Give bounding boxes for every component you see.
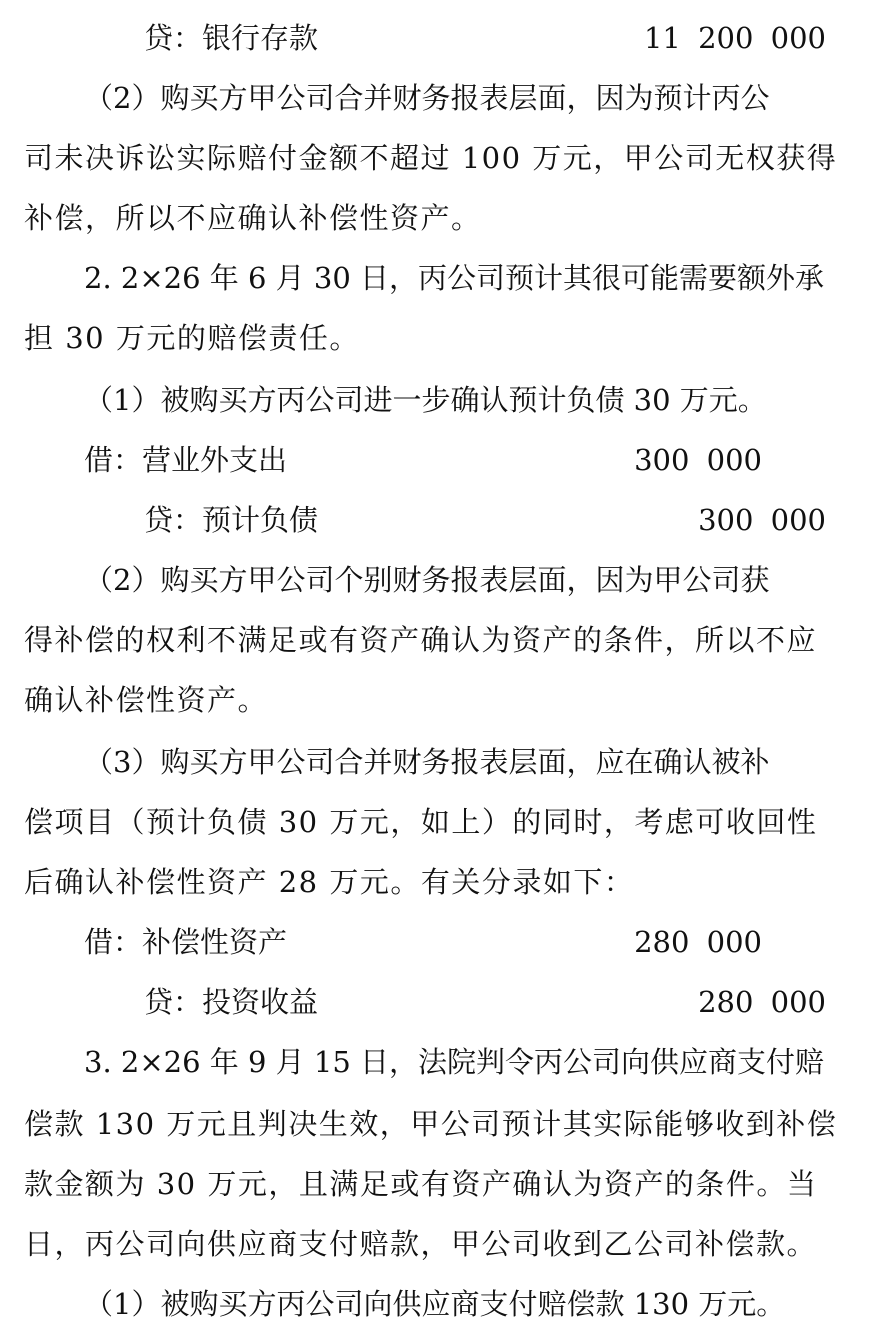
text-line: 补偿，所以不应确认补偿性资产。 <box>24 201 482 235</box>
text-line: 偿项目（预计负债 30 万元，如上）的同时，考虑可收回性 <box>24 805 818 839</box>
text-line: 后确认补偿性资产 28 万元。有关分录如下： <box>24 865 635 899</box>
text-line: 款金额为 30 万元，且满足或有资产确认为资产的条件。当 <box>24 1167 818 1201</box>
text-line: 2. 2×26 年 6 月 30 日，丙公司预计其很可能需要额外承 <box>84 261 824 295</box>
entry-amount: 300 000 <box>634 443 762 477</box>
entry-account: 贷：投资收益 <box>144 985 319 1019</box>
journal-entry-debit <box>0 430 878 490</box>
journal-entry-credit <box>0 972 878 1032</box>
entry-amount: 11 200 000 <box>643 21 826 55</box>
text-line: （3）购买方甲公司合并财务报表层面，应在确认被补 <box>84 745 770 779</box>
entry-amount: 280 000 <box>698 985 826 1019</box>
journal-entry-credit-bank <box>0 8 878 68</box>
entry-account: 借：营业外支出 <box>84 443 288 477</box>
text-line: 日，丙公司向供应商支付赔款，甲公司收到乙公司补偿款。 <box>24 1227 818 1261</box>
text-line: 司未决诉讼实际赔付金额不超过 100 万元，甲公司无权获得 <box>24 141 838 175</box>
text-line: 得补偿的权利不满足或有资产确认为资产的条件，所以不应 <box>24 623 818 657</box>
entry-account: 贷：银行存款 <box>144 21 319 55</box>
entry-account: 借：补偿性资产 <box>84 925 288 959</box>
text-line: （1）被购买方丙公司进一步确认预计负债 30 万元。 <box>84 383 767 417</box>
entry-account: 贷：预计负债 <box>144 503 319 537</box>
text-line: （1）被购买方丙公司向供应商支付赔偿款 130 万元。 <box>84 1287 786 1321</box>
journal-entry-credit <box>0 490 878 550</box>
text-line: 担 30 万元的赔偿责任。 <box>24 321 360 355</box>
journal-entry-debit <box>0 912 878 972</box>
text-line: 偿款 130 万元且判决生效，甲公司预计其实际能够收到补偿 <box>24 1107 838 1141</box>
entry-amount: 280 000 <box>634 925 762 959</box>
entry-amount: 300 000 <box>698 503 826 537</box>
text-line: 3. 2×26 年 9 月 15 日，法院判令丙公司向供应商支付赔 <box>84 1045 824 1079</box>
text-line: （2）购买方甲公司合并财务报表层面，因为预计丙公 <box>84 81 770 115</box>
text-line: 确认补偿性资产。 <box>24 683 269 717</box>
text-line: （2）购买方甲公司个别财务报表层面，因为甲公司获 <box>84 563 770 597</box>
